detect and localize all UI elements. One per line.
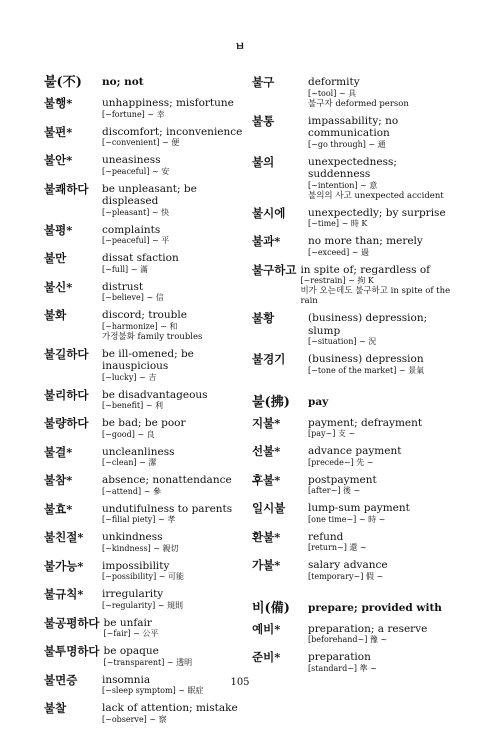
dictionary-entry: [252, 445, 452, 468]
entry-definition-block: [102, 126, 242, 149]
entry-etymology-note: [~observe] ~ 察: [102, 714, 167, 724]
entry-headword: 불리하다: [44, 387, 89, 402]
entry-definition: (business) depression: [308, 353, 424, 365]
entry-etymology-note: [return~] 還 ~: [308, 543, 367, 552]
entry-definition-block: [102, 446, 174, 469]
section-heading: [252, 602, 452, 615]
entry-example: 가정불화 family troubles: [102, 331, 203, 342]
entry-etymology-note: [~lucky] ~ 吉: [102, 372, 157, 382]
entry-definition-block: [308, 651, 377, 674]
right-column: [252, 76, 452, 680]
dictionary-entry: [252, 623, 452, 646]
entry-definition: unkindness: [102, 531, 163, 543]
entry-etymology-note: [~fortune] ~ 幸: [102, 109, 165, 119]
dictionary-entry: [252, 502, 452, 525]
dictionary-entry: [44, 252, 254, 275]
dictionary-entry: [44, 474, 254, 497]
entry-headword: 불경기: [252, 352, 286, 366]
entry-definition: refund: [308, 530, 344, 543]
entry-definition: deformity: [308, 76, 360, 88]
dictionary-entry: [44, 645, 254, 668]
entry-example: 불구자 deformed person: [308, 98, 409, 109]
entry-headword: 선불*: [252, 444, 281, 458]
dictionary-entry: [44, 224, 254, 247]
entry-definition: uncleanliness: [102, 445, 175, 458]
entry-headword: 불공평하다: [44, 615, 100, 630]
entry-definition-block: [308, 417, 422, 440]
entry-etymology-note: [~full] ~ 滿: [102, 264, 148, 274]
entry-headword: 불의: [252, 154, 275, 169]
entry-definition: unhappiness; misfortune: [102, 97, 234, 109]
entry-example: 비가 오는데도 불구하고 in spite of the rain: [300, 286, 451, 306]
entry-etymology-note: [~go through] ~ 通: [308, 139, 386, 149]
dictionary-entry: [252, 156, 452, 201]
entry-definition: no; not: [102, 76, 144, 88]
dictionary-entry: [252, 474, 452, 497]
section-gap: [252, 382, 452, 396]
entry-definition: preparation; a reserve: [308, 622, 428, 635]
entry-headword: 지불*: [252, 415, 281, 430]
entry-definition-block: [300, 264, 452, 307]
entry-definition: discomfort; inconvenience: [102, 125, 243, 138]
entry-headword: 불행*: [44, 96, 73, 110]
entry-etymology-note: [~possibility] ~ 可能: [102, 572, 184, 581]
entry-definition: distrust: [102, 280, 144, 293]
entry-headword: 불량하다: [44, 416, 89, 430]
entry-definition-block: [102, 702, 238, 725]
dictionary-entry: [44, 560, 254, 583]
entry-headword: 불효*: [44, 501, 73, 516]
entry-etymology-note: [~good] ~ 良: [102, 429, 155, 439]
entry-definition-block: [308, 502, 410, 525]
entry-definition: unexpectedly; by surprise: [308, 206, 446, 219]
entry-definition-block: [308, 445, 401, 468]
entry-etymology-note: [~filial piety] ~ 孝: [102, 515, 176, 524]
entry-headword: 후불*: [252, 472, 281, 487]
entry-etymology-note: [~attend] ~ 參: [102, 486, 161, 496]
entry-definition-block: [308, 115, 452, 150]
entry-headword: 불편*: [44, 124, 73, 139]
dictionary-entry: [252, 353, 452, 376]
entry-headword: 불구: [252, 75, 275, 89]
entry-etymology-note: [standard~] 準 ~: [308, 663, 377, 673]
entry-definition: dissat sfaction: [102, 252, 179, 264]
entry-definition: preparation: [308, 651, 371, 663]
entry-definition-block: [102, 588, 183, 611]
dictionary-entry: [44, 281, 254, 304]
entry-etymology-note: [~convenient] ~ 便: [102, 138, 180, 147]
dictionary-entry: [252, 235, 452, 258]
entry-definition-block: [308, 474, 377, 497]
entry-definition: insomnia: [102, 673, 151, 686]
entry-headword: 준비*: [252, 650, 281, 664]
dictionary-entry: [252, 531, 452, 554]
entry-etymology-note: [~restrain] ~ 拘 K: [300, 276, 374, 285]
entry-definition-block: [104, 617, 159, 640]
dictionary-entry: [44, 446, 254, 469]
entry-etymology-note: [~fair] ~ 公平: [103, 629, 159, 638]
entry-definition-block: [102, 348, 254, 383]
entry-headword: 불가능*: [44, 558, 84, 573]
entry-definition: absence; nonattendance: [102, 474, 232, 486]
entry-definition: (business) depression; slump: [308, 312, 428, 337]
entry-etymology-note: [after~] 後 ~: [308, 486, 361, 495]
entry-headword: 불과*: [252, 234, 281, 248]
entry-etymology-note: [temporary~] 假 ~: [308, 571, 384, 581]
dictionary-entry: [44, 503, 254, 526]
entry-definition-block: [102, 417, 186, 440]
dictionary-entry: [44, 183, 254, 218]
dictionary-entry: [252, 264, 452, 307]
entry-headword: 불평*: [44, 222, 73, 237]
entry-headword: 불길하다: [44, 346, 89, 361]
entry-etymology-note: [precede~] 先 ~: [308, 457, 374, 467]
entry-definition: salary advance: [308, 559, 388, 571]
dictionary-entry: [44, 417, 254, 440]
entry-etymology-note: [~benefit] ~ 利: [102, 401, 164, 410]
dictionary-entry: [252, 312, 452, 347]
entry-headword: 예비*: [252, 621, 281, 636]
entry-definition: lump-sum payment: [308, 502, 410, 514]
entry-definition-block: [104, 645, 193, 668]
entry-etymology-note: [~tone of the market] ~ 景氣: [308, 365, 425, 375]
entry-etymology-note: [~peaceful] ~ 平: [102, 236, 170, 245]
entry-definition-block: [102, 76, 144, 89]
entry-headword: 일시불: [252, 501, 286, 515]
entry-headword: 불친절*: [44, 530, 84, 544]
entry-definition-block: [102, 252, 179, 275]
entry-etymology-note: [~clean] ~ 潔: [102, 458, 157, 467]
entry-definition-block: [102, 503, 232, 526]
entry-definition: no more than; merely: [308, 235, 423, 247]
entry-definition-block: [308, 353, 424, 376]
entry-etymology-note: [~intention] ~ 意: [308, 180, 378, 190]
entry-etymology-note: [~regularity] ~ 規則: [102, 600, 184, 610]
entry-etymology-note: [~transparent] ~ 透明: [103, 657, 193, 667]
entry-definition: be ill-omened; be inauspicious: [102, 347, 194, 372]
entry-definition-block: [102, 281, 164, 304]
entry-etymology-note: [~time] ~ 時 K: [308, 219, 368, 228]
dictionary-entry: [44, 309, 254, 342]
entry-definition-block: [308, 602, 442, 615]
entry-definition-block: [308, 531, 367, 554]
dictionary-entry: [252, 651, 452, 674]
entry-definition: be opaque: [103, 645, 159, 657]
entry-etymology-note: [pay~] 支 ~: [308, 429, 356, 438]
entry-headword: 불(拂): [252, 394, 290, 410]
entry-etymology-note: [~peaceful] ~ 安: [102, 166, 170, 176]
entry-definition-block: [308, 207, 446, 230]
section-heading: [44, 76, 254, 89]
entry-definition-block: [102, 309, 202, 342]
entry-definition-block: [102, 97, 234, 120]
dictionary-entry: [44, 531, 254, 554]
dictionary-entry: [44, 97, 254, 120]
entry-headword: 불쾌하다: [44, 181, 89, 196]
page-header-letter: ㅂ: [234, 40, 246, 53]
dictionary-entry: [44, 617, 254, 640]
entry-headword: 불결*: [44, 444, 73, 459]
entry-definition-block: [308, 235, 423, 258]
entry-definition: impassability; no communication: [308, 114, 399, 139]
entry-definition-block: [308, 312, 452, 347]
dictionary-entry: [44, 126, 254, 149]
entry-definition: undutifulness to parents: [102, 502, 233, 515]
entry-definition: be unpleasant; be displeased: [102, 182, 197, 207]
entry-etymology-note: [~pleasant] ~ 快: [102, 207, 170, 217]
entry-definition: pay: [308, 395, 329, 408]
entry-headword: 불면증: [44, 672, 78, 687]
entry-headword: 불신*: [44, 279, 73, 294]
dictionary-entry: [44, 154, 254, 177]
entry-definition-block: [102, 389, 208, 412]
entry-definition-block: [308, 559, 388, 582]
entry-definition-block: [308, 396, 328, 409]
entry-definition: in spite of; regardless of: [300, 263, 431, 276]
entry-etymology-note: [~sleep symptom] ~ 眠症: [102, 686, 204, 695]
entry-definition: irregularity: [102, 588, 164, 600]
entry-definition-block: [308, 76, 409, 109]
entry-definition: postpayment: [308, 473, 377, 486]
entry-headword: 불구하고: [252, 262, 297, 277]
page-number: 105: [230, 677, 250, 688]
dictionary-entry: [44, 389, 254, 412]
entry-etymology-note: [~tool] ~ 具: [308, 88, 357, 98]
entry-definition: be unfair: [103, 616, 152, 629]
left-column: [44, 76, 254, 731]
entry-definition-block: [308, 623, 427, 646]
dictionary-entry: [252, 115, 452, 150]
entry-etymology-note: [~situation] ~ 況: [308, 337, 377, 346]
entry-definition-block: [102, 183, 254, 218]
dictionary-entry: [252, 207, 452, 230]
section-gap: [252, 588, 452, 602]
entry-headword: 불통: [252, 113, 275, 128]
entry-example: 불의의 사고 unexpected accident: [308, 190, 444, 201]
entry-definition: complaints: [102, 223, 161, 236]
entry-definition: impossibility: [102, 559, 170, 572]
entry-definition: advance payment: [308, 445, 402, 457]
dictionary-entry: [252, 417, 452, 440]
entry-definition: unexpectedness; suddenness: [308, 155, 397, 180]
entry-etymology-note: [one time~] ~ 時 ~: [308, 514, 386, 524]
dictionary-entry: [252, 76, 452, 109]
entry-definition: be disadvantageous: [102, 388, 208, 401]
dictionary-entry: [252, 559, 452, 582]
entry-definition-block: [102, 531, 179, 554]
dictionary-entry: [44, 588, 254, 611]
entry-headword: 비(備): [252, 600, 290, 616]
entry-definition-block: [102, 154, 169, 177]
entry-headword: 가불*: [252, 558, 281, 572]
entry-definition: payment; defrayment: [308, 416, 423, 429]
entry-etymology-note: [~kindness] ~ 親切: [102, 543, 179, 553]
entry-definition-block: [102, 560, 184, 583]
entry-definition-block: [102, 474, 232, 497]
entry-headword: 불(不): [44, 75, 82, 90]
entry-etymology-note: [beforehand~] 豫 ~: [308, 635, 388, 644]
entry-headword: 환불*: [252, 529, 281, 544]
entry-headword: 불투명하다: [44, 644, 100, 658]
dictionary-entry: [44, 348, 254, 383]
entry-headword: 불황: [252, 311, 275, 325]
entry-definition: uneasiness: [102, 154, 161, 166]
entry-headword: 불화: [44, 308, 67, 322]
entry-headword: 불안*: [44, 153, 73, 167]
section-heading: [252, 396, 452, 409]
entry-definition: lack of attention; mistake: [102, 702, 238, 714]
entry-definition-block: [102, 224, 169, 247]
entry-definition-block: [308, 156, 452, 201]
entry-headword: 불찰: [44, 701, 67, 715]
entry-definition: prepare; provided with: [308, 601, 442, 614]
entry-headword: 불규칙*: [44, 587, 84, 601]
entry-etymology-note: [~exceed] ~ 過: [308, 247, 370, 257]
entry-etymology-note: [~harmonize] ~ 和: [102, 321, 178, 331]
entry-definition: be bad; be poor: [102, 417, 186, 429]
entry-etymology-note: [~believe] ~ 信: [102, 293, 164, 302]
dictionary-entry: [44, 702, 254, 725]
entry-headword: 불참*: [44, 473, 73, 487]
entry-headword: 불시에: [252, 205, 286, 220]
entry-headword: 불만: [44, 251, 67, 265]
entry-definition: discord; trouble: [102, 309, 187, 321]
